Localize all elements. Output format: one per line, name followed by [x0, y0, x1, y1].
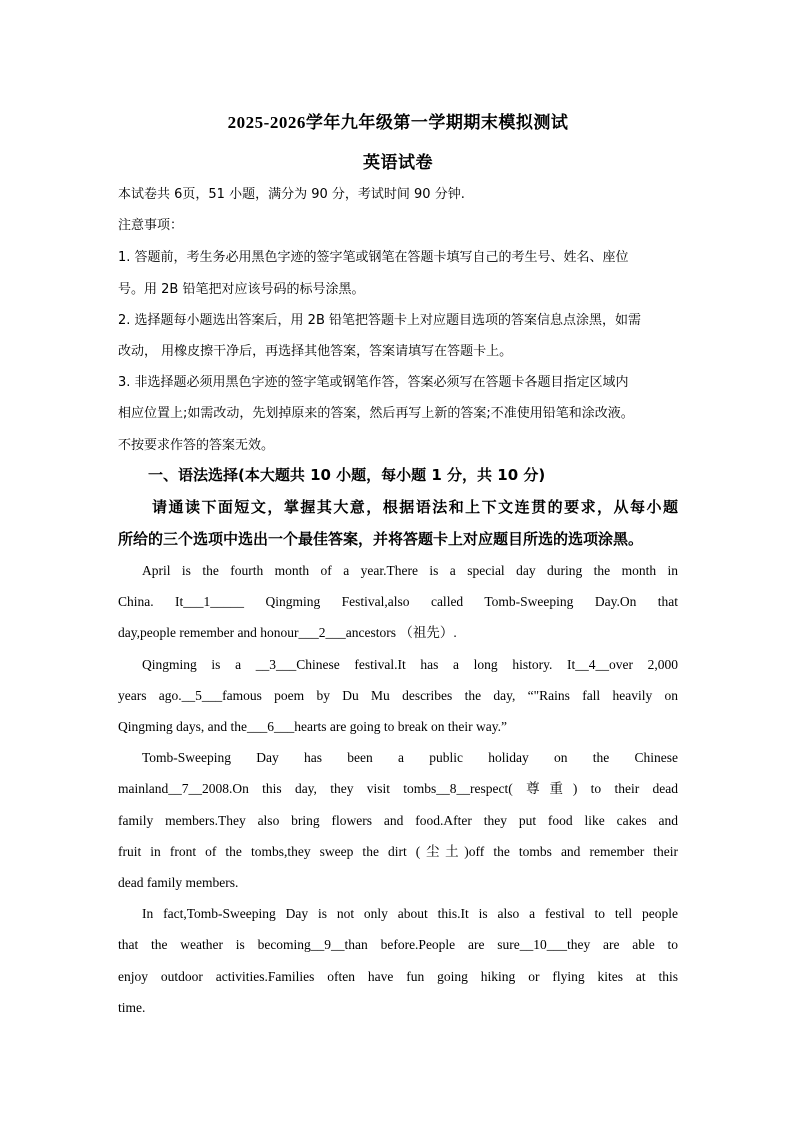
passage-p3-line-1: Tomb-Sweeping Day has been a public holiday on the Chinese [142, 750, 678, 765]
section-instruction-line-1: 请通读下面短文，掌握其大意，根据语法和上下文连贯的要求，从每小题 [152, 498, 678, 516]
passage-p4-line-2: that the weather is becoming__9__than before.People are sure__10___they are able to [118, 937, 678, 952]
notice-label: 注意事项： [118, 218, 184, 233]
exam-info: 本试卷共 6页，51 小题，满分为 90 分，考试时间 90 分钟. [118, 187, 465, 202]
passage-p1-line-2: China. It___1_____ Qingming Festival,also called Tomb-Sweeping Day.On that [118, 594, 678, 609]
passage-p1-line-1: April is the fourth month of a year.There is a special day during the month in [142, 563, 678, 578]
passage-p2-line-3: Qingming days, and the___6___hearts are going to break on their way.” [118, 719, 508, 734]
rule-1-line-1: 1. 答题前，考生务必用黑色字迹的签字笔或钢笔在答题卡填写自己的考生号、姓名、座位 [118, 250, 629, 265]
rule-3-line-1: 3. 非选择题必须用黑色字迹的签字笔或钢笔作答，答案必须写在答题卡各题目指定区域内 [118, 375, 629, 390]
passage-p2-line-2: years ago.__5___famous poem by Du Mu describes the day, “"Rains fall heavily on [118, 688, 678, 703]
section-instruction-line-2: 所给的三个选项中选出一个最佳答案，并将答题卡上对应题目所选的选项涂黑。 [118, 530, 644, 548]
passage-p4-line-1: In fact,Tomb-Sweeping Day is not only about this.It is also a festival to tell people [142, 906, 678, 921]
passage-p1-line-3: day,people remember and honour___2___ancestors （祖先）. [118, 625, 457, 640]
rule-3-line-3: 不按要求作答的答案无效。 [118, 438, 275, 453]
rule-1-line-2: 号。用 2B 铅笔把对应该号码的标号涂黑。 [118, 282, 365, 297]
passage-p4-line-3: enjoy outdoor activities.Families often have fun going hiking or flying kites at this [118, 969, 678, 984]
exam-title: 2025-2026学年九年级第一学期期末模拟测试 [227, 113, 569, 132]
exam-subtitle: 英语试卷 [363, 153, 433, 172]
passage-p3-line-2: mainland__7__2008.On this day, they visit tombs__8__respect( 尊重) to their dead [118, 781, 678, 796]
passage-p2-line-1: Qingming is a __3___Chinese festival.It has a long history. It__4__over 2,000 [142, 657, 678, 672]
passage-p4-line-4: time. [118, 1000, 146, 1015]
rule-3-line-2: 相应位置上;如需改动，先划掉原来的答案，然后再写上新的答案;不准使用铅笔和涂改液。 [118, 406, 634, 421]
passage-p3-line-3: family members.They also bring flowers and food.After they put food like cakes and [118, 813, 678, 828]
passage-p3-line-5: dead family members. [118, 875, 239, 890]
rule-2-line-2: 改动， 用橡皮擦干净后，再选择其他答案，答案请填写在答题卡上。 [118, 344, 513, 359]
rule-2-line-1: 2. 选择题每小题选出答案后，用 2B 铅笔把答题卡上对应题目选项的答案信息点涂黑，如需 [118, 313, 641, 328]
passage-p3-line-4: fruit in front of the tombs,they sweep the dirt (尘土)off the tombs and remember their [118, 844, 678, 859]
section-heading: 一、语法选择(本大题共 10 小题，每小题 1 分，共 10 分) [148, 466, 546, 484]
